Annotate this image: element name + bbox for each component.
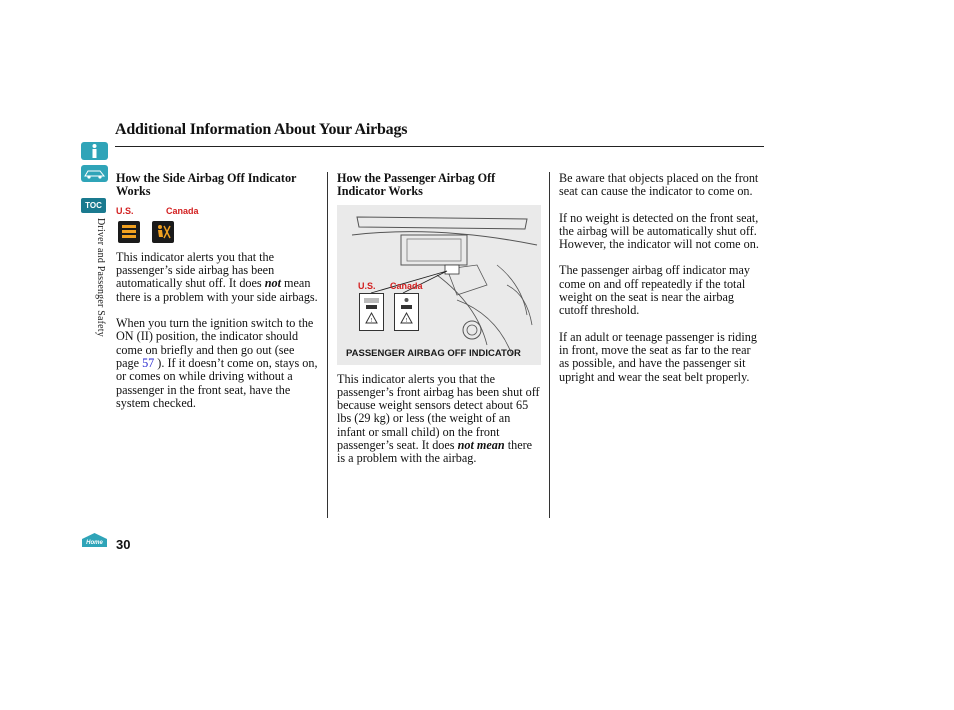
section-label: Driver and Passenger Safety bbox=[95, 218, 106, 337]
paragraph: The passenger airbag off indicator may come on and off repeatedly if the total weight on the seat is near the airbag cutoff threshold. bbox=[559, 263, 750, 318]
column-passenger-airbag bbox=[337, 172, 541, 479]
home-icon[interactable] bbox=[81, 532, 108, 548]
figure-caption: PASSENGER AIRBAG OFF INDICATOR bbox=[346, 347, 521, 359]
column-divider bbox=[549, 172, 550, 518]
page-number: 30 bbox=[116, 537, 131, 552]
passenger-airbag-off-indicator-us bbox=[359, 293, 384, 331]
dashboard-illustration bbox=[337, 205, 541, 365]
figure-label-us: U.S. bbox=[358, 280, 376, 291]
label-canada: Canada bbox=[166, 205, 199, 216]
paragraph: This indicator alerts you that the passenger’s front airbag has been shut off because weight sensors detect about 65 lbs (29 kg) or less (the weight of an infant or small child) on the front passenger’s seat. It does not mean there is a problem with the airbag. bbox=[337, 371, 540, 466]
column-notes bbox=[559, 172, 761, 397]
paragraph: If an adult or teenage passenger is riding in front, move the seat as far to the rear as possible, and have the passenger sit upright and wear the seat belt properly. bbox=[559, 329, 757, 384]
page-link[interactable]: 57 bbox=[142, 355, 155, 370]
region-labels bbox=[116, 205, 318, 218]
paragraph: When you turn the ignition switch to the ON (II) position, the indicator should come on briefly and then go out (see page 57 ). If it doesn’t come on, stays on, or comes on while driving without a passenger in the front seat, have the system checked. bbox=[116, 316, 318, 410]
svg-text:!: ! bbox=[405, 317, 408, 324]
paragraph: If no weight is detected on the front seat, the airbag will be automatically shut off. However, the indicator will not come on. bbox=[559, 210, 759, 252]
toc-button[interactable]: TOC bbox=[81, 198, 106, 213]
indicator-icons bbox=[118, 221, 318, 243]
info-icon[interactable] bbox=[81, 142, 108, 160]
column-side-airbag bbox=[116, 172, 318, 423]
seat-airbag-off-icon bbox=[152, 221, 174, 243]
title-rule bbox=[115, 146, 764, 147]
section-heading: How the Passenger Airbag Off Indicator Works bbox=[337, 171, 496, 199]
car-icon[interactable] bbox=[81, 165, 108, 182]
figure-region-labels bbox=[358, 280, 423, 293]
figure-label-canada: Canada bbox=[390, 280, 423, 291]
side-airbag-off-icon bbox=[118, 221, 140, 243]
svg-text:Home: Home bbox=[86, 540, 103, 546]
column-divider bbox=[327, 172, 328, 518]
page-title: Additional Information About Your Airbags bbox=[115, 121, 408, 138]
paragraph: Be aware that objects placed on the front seat can cause the indicator to come on. bbox=[559, 171, 759, 199]
section-heading: How the Side Airbag Off Indicator Works bbox=[116, 171, 297, 199]
paragraph: This indicator alerts you that the passenger’s side airbag has been automatically shut off. It does not mean there is a problem with your side airbags. bbox=[116, 249, 318, 304]
svg-text:!: ! bbox=[370, 317, 373, 324]
passenger-airbag-off-indicator-canada bbox=[394, 293, 419, 331]
label-us: U.S. bbox=[116, 205, 134, 216]
